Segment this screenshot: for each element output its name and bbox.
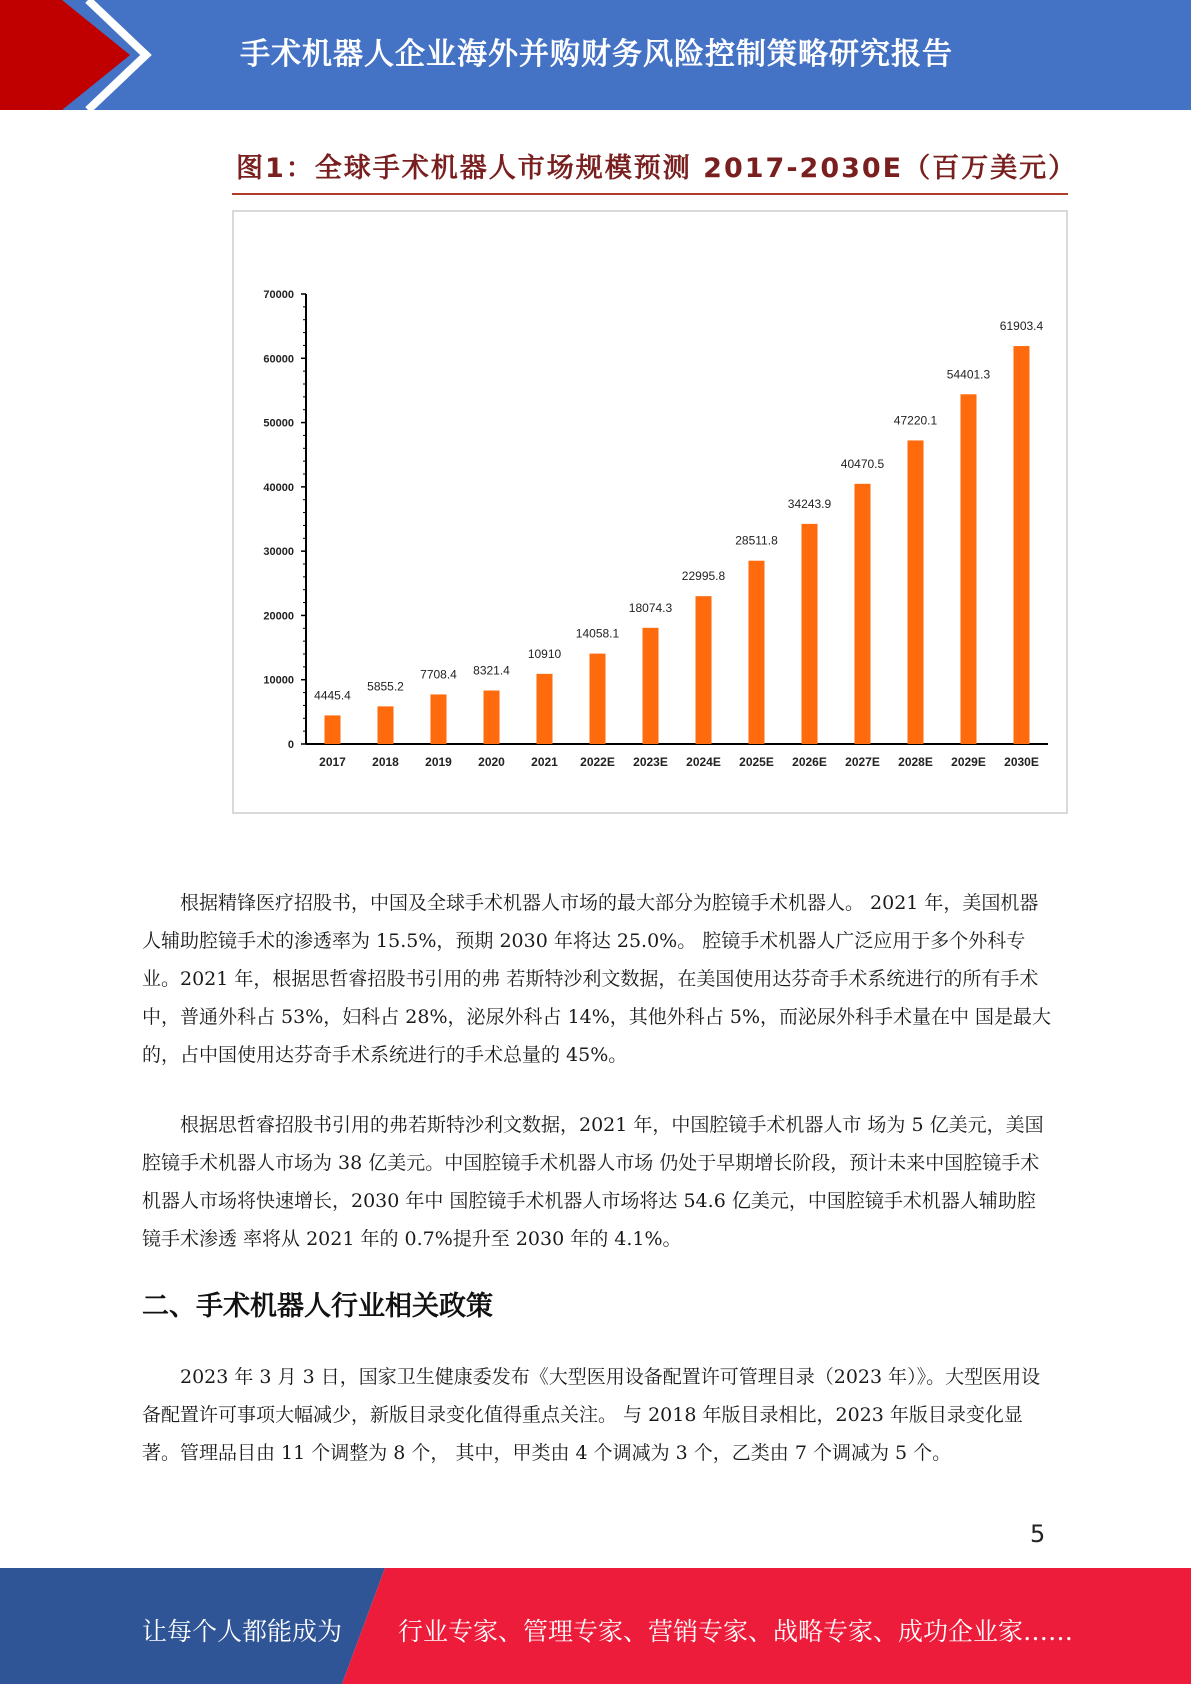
- report-title: 手术机器人企业海外并购财务风险控制策略研究报告: [240, 37, 953, 72]
- x-tick-label-2019: 2019: [425, 755, 452, 769]
- bar-2020: [484, 691, 500, 744]
- data-label-2030E: 61903.4: [999, 319, 1044, 334]
- bar-2022E: [590, 654, 606, 744]
- bar-2029E: [961, 394, 977, 744]
- y-tick-label: 50000: [263, 417, 294, 430]
- bar-2025E: [749, 561, 765, 744]
- market-size-bar-chart: [234, 212, 1066, 812]
- y-tick-label: 70000: [263, 289, 294, 301]
- paragraph-china-market: 根据思哲睿招股书引用的弗若斯特沙利文数据，2021 年，中国腔镜手术机器人市 场为 5 亿美元，美国腔镜手术机器人市场为 38 亿美元。中国腔镜手术机器人市场 仍处于早期增长阶段，预计未来中国腔镜手术机器人市场将快速增长，2030 年中 国腔镜手术机器人市场将达 54.6 亿美元，中国腔镜手术机器人辅助腔镜手术渗透 率将从 2021 年的 0.7%提升至 2030 年的 4.1%。: [142, 1114, 1044, 1250]
- footer-slogan-right: 行业专家、管理专家、营销专家、战略专家、成功企业家……: [398, 1617, 1074, 1646]
- bar-2030E: [1014, 346, 1030, 744]
- x-tick-label-2027E: 2027E: [845, 755, 880, 769]
- data-label-2027E: 40470.5: [840, 456, 885, 471]
- bar-2019: [431, 694, 447, 744]
- data-label-2023E: 18074.3: [628, 600, 673, 615]
- y-tick-label: 60000: [263, 353, 294, 366]
- data-label-2022E: 14058.1: [575, 626, 620, 641]
- bar-2023E: [643, 628, 659, 744]
- data-label-2019: 7708.4: [420, 667, 457, 682]
- footer-slogan-left: 让每个人都能成为: [142, 1617, 343, 1646]
- data-label-2020: 8321.4: [473, 663, 510, 678]
- y-tick-label: 40000: [263, 481, 294, 494]
- bar-2021: [537, 674, 553, 744]
- y-tick-label: 30000: [263, 546, 294, 559]
- figure-title-rule: [232, 193, 1068, 195]
- figure-title: 图1：全球手术机器人市场规模预测 2017-2030E（百万美元）: [236, 153, 1078, 184]
- x-tick-label-2026E: 2026E: [792, 755, 827, 769]
- paragraph-laparoscopic-market: 根据精锋医疗招股书，中国及全球手术机器人市场的最大部分为腔镜手术机器人。 2021 年，美国机器人辅助腔镜手术的渗透率为 15.5%，预期 2030 年将达 25.0%。 腔镜手术机器人广泛应用于多个外科专业。2021 年，根据思哲睿招股书引用的弗 若斯特沙利文数据，在美国使用达芬奇手术系统进行的所有手术中，普通外科占 53%，妇科占 28%，泌尿外科占 14%，其他外科占 5%，而泌尿外科手术量在中 国是最大的，占中国使用达芬奇手术系统进行的手术总量的 45%。: [142, 892, 1052, 1066]
- x-tick-label-2028E: 2028E: [898, 755, 933, 769]
- bar-2024E: [696, 596, 712, 744]
- page-number: 5: [1030, 1520, 1046, 1548]
- x-tick-label-2022E: 2022E: [580, 755, 615, 769]
- data-label-2025E: 28511.8: [735, 533, 778, 548]
- bar-2028E: [908, 440, 924, 744]
- y-tick-label: 20000: [263, 610, 294, 623]
- bar-2018: [378, 706, 394, 744]
- paragraph-policy: 2023 年 3 月 3 日，国家卫生健康委发布《大型医用设备配置许可管理目录（2023 年）》。大型医用设备配置许可事项大幅减少，新版目录变化值得重点关注。 与 2018 年版目录相比，2023 年版目录变化显著。管理品目由 11 个调整为 8 个， 其中，甲类由 4 个调减为 3 个，乙类由 7 个调减为 5 个。: [142, 1366, 1041, 1464]
- x-tick-label-2020: 2020: [478, 755, 505, 769]
- x-tick-label-2023E: 2023E: [633, 755, 668, 769]
- data-label-2018: 5855.2: [367, 679, 404, 694]
- data-label-2026E: 34243.9: [787, 496, 832, 511]
- x-tick-label-2018: 2018: [372, 755, 399, 769]
- data-label-2029E: 54401.3: [946, 367, 991, 382]
- chart-frame: [232, 210, 1068, 814]
- section-heading-policy: 二、手术机器人行业相关政策: [142, 1291, 493, 1322]
- data-label-2024E: 22995.8: [681, 569, 726, 584]
- x-tick-label-2017: 2017: [319, 755, 346, 769]
- x-tick-label-2021: 2021: [531, 755, 558, 769]
- y-tick-label: 0: [287, 739, 294, 751]
- x-tick-label-2030E: 2030E: [1004, 755, 1039, 769]
- data-label-2017: 4445.4: [314, 688, 351, 703]
- x-tick-label-2025E: 2025E: [739, 755, 774, 769]
- x-tick-label-2024E: 2024E: [686, 755, 721, 769]
- bar-2026E: [802, 524, 818, 744]
- data-label-2021: 10910: [527, 646, 562, 661]
- data-label-2028E: 47220.1: [893, 413, 938, 428]
- bar-2027E: [855, 484, 871, 744]
- bar-2017: [325, 715, 341, 744]
- x-tick-label-2029E: 2029E: [951, 755, 986, 769]
- header-arrow-decoration: [0, 0, 160, 110]
- y-tick-label: 10000: [263, 674, 294, 687]
